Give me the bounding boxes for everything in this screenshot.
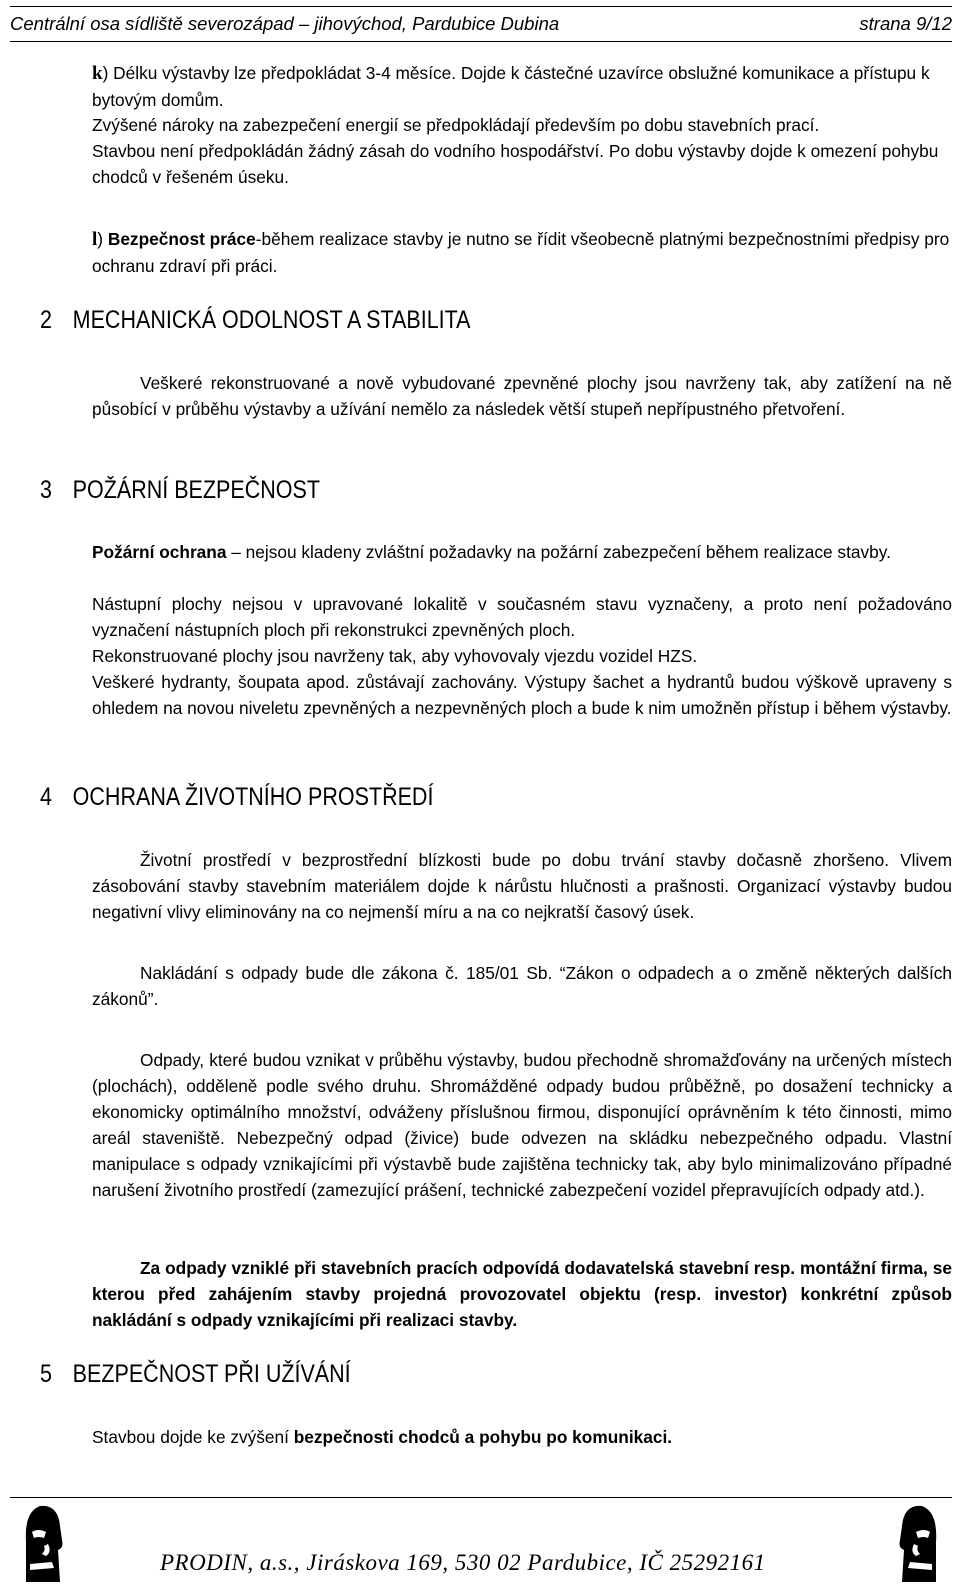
bold-term: Bezpečnost práce [107,229,256,249]
bold-term: Požární ochrana [92,542,227,562]
footer-company: PRODIN, a.s., Jiráskova 169, 530 02 Pardubice, IČ 25292161 [160,1550,766,1575]
moai-statue-icon [890,1502,950,1584]
section-number: 2 [40,306,52,334]
bold-term: bezpečnosti chodců a pohybu po komunikaci. [293,1427,673,1447]
list-marker-k: k [92,63,103,84]
paragraph-energy: Zvýšené nároky na zabezpečení energií se předpokládají především po dobu stavebních prací. [92,115,820,135]
moai-statue-icon [12,1502,72,1584]
list-marker-l: l [92,229,98,250]
section-number: 4 [40,783,52,811]
paragraph-text: Stavbou dojde ke zvýšení [92,1427,294,1447]
paragraph-stability: Veškeré rekonstruované a nově vybudované zpevněné plochy jsou navrženy tak, aby zatížení na ně působící v průběhu výstavby a užívání nemělo za následek větší stupeň nepřípustného přetvoření. [92,373,952,419]
paragraph-waste-law: Nakládání s odpady bude dle zákona č. 185/01 Sb. “Zákon o odpadech a o změně některých dalších zákonů”. [92,963,952,1009]
paragraph-usage-safety [92,1424,952,1450]
section-title: MECHANICKÁ ODOLNOST A STABILITA [72,306,471,334]
paragraph-text: ) Délku výstavby lze předpokládat 3-4 měsíce. Dojde k částečné uzavírce obslužné komunikace a přístupu k bytovým domům. [92,63,930,110]
paragraph-waste-handling: Odpady, které budou vznikat v průběhu výstavby, budou přechodně shromažďovány na určených místech (plochách), odděleně podle svého druhu. Shromážděné odpady budou průběžně, po dosažení technicky a ekonomicky optimálního množství, odváženy příslušnou firmou, disponující oprávněním k této činnosti, mimo areál staveniště. Nebezpečný odpad (živice) bude odvezen na skládku nebezpečného odpadu. Vlastní manipulace s odpady vznikajícími při výstavbě bude zajištěna technicky tak, aby bylo minimalizováno případné narušení životního prostředí (zamezující prášení, technické zabezpečení vozidel přepravujících odpady atd.). [92,1050,952,1200]
page-number: strana 9/12 [859,13,952,34]
section-heading-3 [40,476,320,505]
paragraph-environment: Životní prostředí v bezprostřední blízkosti bude po dobu trvání stavby dočasně zhoršeno. Vlivem zásobování stavby stavebním materiálem dojde k nárůstu hlučnosti a prašnosti. Organizací výstavby budou negativní vlivy eliminovány na co nejmenší míru a na co nejkratší časový úsek. [92,850,952,922]
section-number: 3 [40,476,52,504]
paragraph-waste-responsibility: Za odpady vzniklé při stavebních pracích odpovídá dodavatelská stavební resp. montážní firma, se kterou před zahájením stavby projedná provozovatel objektu (resp. investor) konkrétní způsob nakládání s odpady vznikajícími při realizaci stavby. [92,1258,952,1330]
section-title: OCHRANA ŽIVOTNÍHO PROSTŘEDÍ [72,783,434,811]
section-title: POŽÁRNÍ BEZPEČNOST [72,476,320,504]
paragraph-k-duration [92,60,952,113]
paragraph-hzs: Rekonstruované plochy jsou navrženy tak, aby vyhovovaly vjezdu vozidel HZS. [92,646,698,666]
paragraph-l-safety: l) Bezpečnost práce-během realizace stavby je nutno se řídit všeobecně platnými bezpečnostními předpisy pro ochranu zdraví při práci. [92,229,950,276]
section-heading-4 [40,783,433,812]
page-header [10,6,952,42]
paragraph-text: -během realizace stavby je nutno se řídit všeobecně platnými bezpečnostními předpisy pro ochranu zdraví při práci. [92,229,950,276]
paragraph-access-areas: Nástupní plochy nejsou v upravované lokalitě v současném stavu vyznačeny, a proto není požadováno vyznačení nástupních ploch při rekonstrukci zpevněných ploch. [92,594,952,640]
section-title: BEZPEČNOST PŘI UŽÍVÁNÍ [72,1360,351,1388]
page-footer [10,1497,952,1588]
section-number: 5 [40,1360,52,1388]
section-heading-2 [40,306,471,335]
section-heading-5 [40,1360,351,1389]
paragraph-hydrants: Veškeré hydranty, šoupata apod. zůstávají zachovány. Výstupy šachet a hydrantů budou výškově upraveny s ohledem na novou niveletu zpevněných a nezpevněných ploch a bude k nim umožněn přístup i během výstavby. [92,672,952,718]
header-title: Centrální osa sídliště severozápad – jihovýchod, Pardubice Dubina [10,13,560,34]
paragraph-fire-protection [92,539,952,565]
paragraph-water: Stavbou není předpokládán žádný zásah do vodního hospodářství. Po dobu výstavby dojde k omezení pohybu chodců v řešeném úseku. [92,141,939,187]
paragraph-text: – nejsou kladeny zvláštní požadavky na požární zabezpečení během realizace stavby. [226,542,891,562]
